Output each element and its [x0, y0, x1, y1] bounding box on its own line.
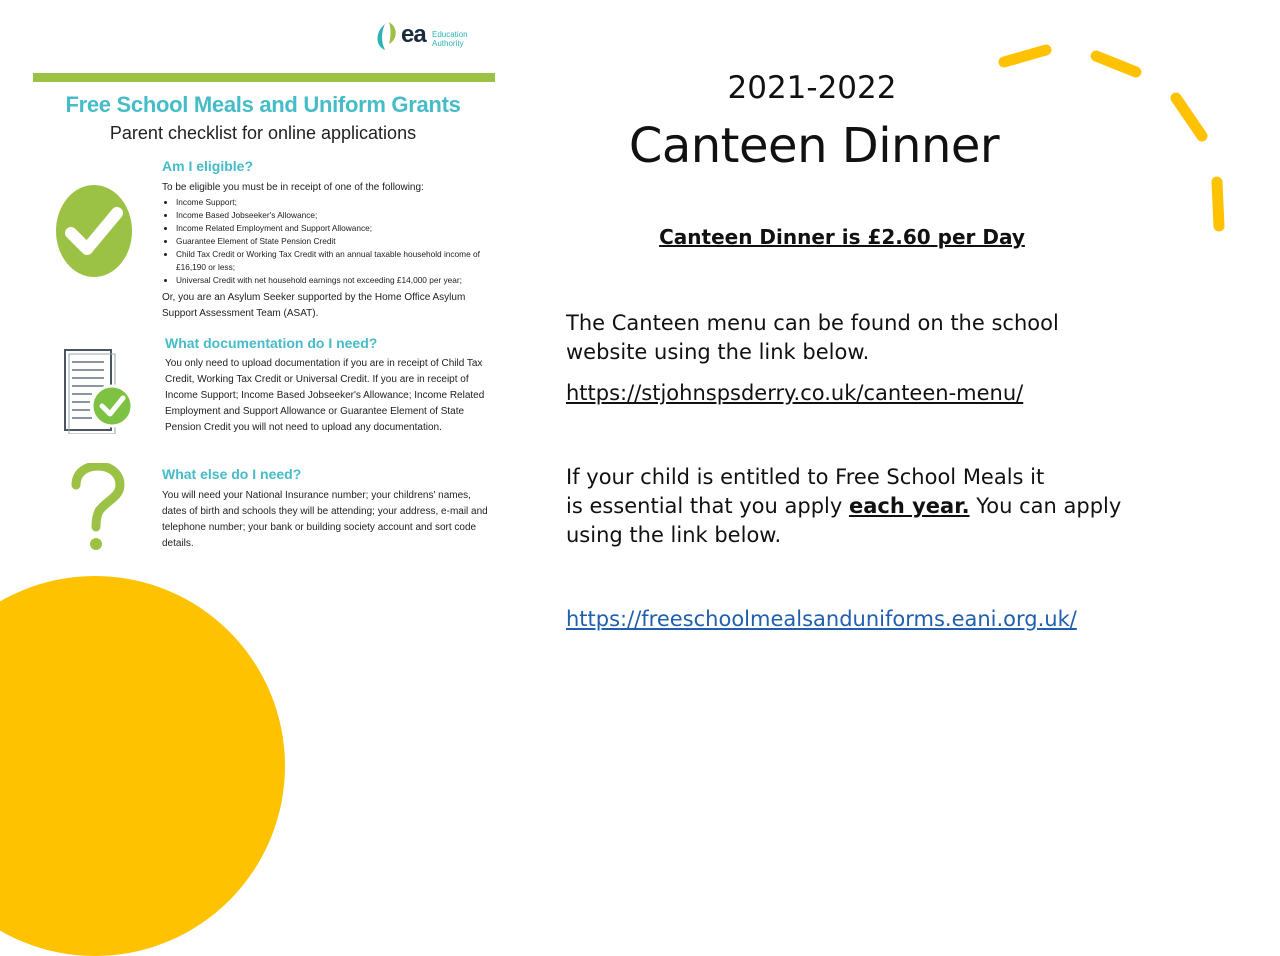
flyer-header-bar [33, 73, 495, 82]
fsm-link-row [566, 605, 1166, 634]
price-line: Canteen Dinner is £2.60 per Day [659, 225, 1025, 249]
documentation-heading: What documentation do I need? [165, 335, 378, 351]
documentation-text: You only need to upload documentation if you are in receipt of Child Tax Credit, Working Tax Credit or Universal Credit. If you are in receipt of Income Support; Income Based Jobseeker's Allowance; Income Related Employment and Support Allowance or Guarantee Element of State Pension Credit you will not need to upload any documentation. [165, 358, 485, 433]
free-school-meals-flyer [30, 14, 500, 564]
question-mark-icon [68, 463, 128, 553]
menu-text-line: website using the link below. [566, 340, 870, 364]
else-needed-heading: What else do I need? [162, 466, 302, 482]
canteen-menu-link-row [566, 379, 1166, 408]
eligibility-outro: Or, you are an Asylum Seeker supported by the Home Office Asylum Support Assessment Team (ASAT). [162, 292, 466, 319]
eligibility-intro: To be eligible you must be in receipt of one of the following: [162, 182, 424, 193]
free-school-meals-link[interactable]: https://freeschoolmealsanduniforms.eani.org.uk/ [566, 607, 1077, 631]
list-item: • Income Related Employment and Support Allowance; [176, 222, 480, 235]
canteen-menu-link[interactable]: https://stjohnspsderry.co.uk/canteen-menu/ [566, 381, 1024, 405]
document-check-icon [62, 348, 134, 434]
logo-text: ea [401, 21, 426, 48]
fsm-text-line: If your child is entitled to Free School Meals it [566, 465, 1045, 489]
slide-title: Canteen Dinner [628, 118, 1000, 174]
flyer-title: Free School Meals and Uniform Grants [65, 92, 461, 117]
school-year: 2021-2022 [727, 70, 897, 106]
menu-paragraph [566, 309, 1166, 367]
list-item: • Guarantee Element of State Pension Credit [176, 235, 480, 248]
menu-text-line: The Canteen menu can be found on the school [566, 311, 1059, 335]
fsm-paragraph [566, 463, 1166, 550]
yellow-circle-decoration [0, 576, 285, 956]
fsm-text-line: using the link below. [566, 523, 782, 547]
else-needed-text: You will need your National Insurance number; your childrens' names, dates of birth and schools they will be attending; your address, e-mail and telephone number; your bank or building society account and sort code details. [162, 490, 488, 549]
eligibility-list [164, 196, 480, 287]
list-item: • Universal Credit with net household earnings not exceeding £14,000 per year; [176, 274, 480, 287]
checkmark-circle-icon [54, 183, 134, 279]
logo-subtext: Education Authority [432, 30, 468, 48]
each-year-emphasis: each year. [848, 494, 970, 518]
education-authority-logo [373, 18, 483, 54]
list-item: • Income Support; [176, 196, 480, 209]
list-item: • Child Tax Credit or Working Tax Credit with an annual taxable household income of [176, 248, 480, 261]
flyer-subtitle: Parent checklist for online applications [109, 123, 417, 143]
ea-leaf-icon [373, 18, 403, 54]
fsm-text-line: is essential that you apply each year. You can apply [566, 494, 1122, 518]
eligibility-heading: Am I eligible? [162, 158, 254, 174]
list-item: • Income Based Jobseeker's Allowance; [176, 209, 480, 222]
list-item-continuation: £16,190 or less; [176, 262, 236, 272]
